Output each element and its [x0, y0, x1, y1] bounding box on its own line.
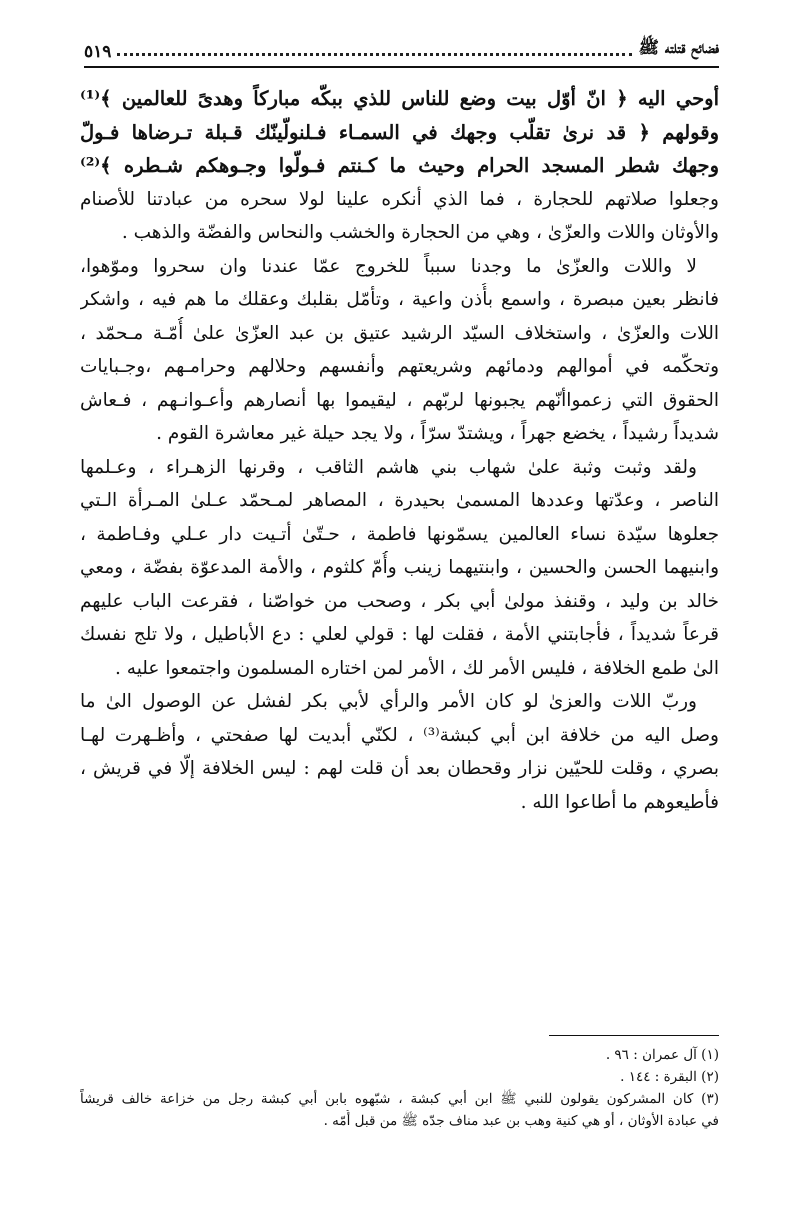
text-line: الحقوق التي زعمواأنّهم يجبونها لربّهم ، ليقيموا بها أنصارهم وأعـوانـهم ، فـعاش	[80, 389, 719, 411]
text-line: فانظر بعين مبصرة ، واسمع بأُذن واعية ، وتأمّل بقلبك وعقلك ما هم فيه ، واشكر	[80, 289, 719, 310]
text-line: وابنيهما الحسن والحسين ، وابنتيهما زينب وأُمّ كلثوم ، والأمة المدعوّة بفضّة ، ومعي	[80, 557, 719, 578]
text-line: وربّ اللات والعزىٰ لو كان الأمر والرأي لأبي بكر لفشل عن الوصول الىٰ ما	[80, 691, 697, 712]
footnote: (١) آل عمران : ٩٦ .	[605, 1047, 719, 1063]
text-line: لا واللات والعزّىٰ ما وجدنا سبباً للخروج عمّا عندنا وان سحروا وموّهوا،	[80, 255, 697, 277]
text-line: ولقد وثبت وثبة علىٰ شهاب بني هاشم الثاقب ، وقرنها الزهـراء ، وعـلمها	[80, 456, 697, 478]
text-line: الىٰ طمع الخلافة ، فليس الأمر لك ، الأمر لمن اختاره المسلمون واجتمعوا عليه .	[115, 657, 719, 679]
text-line: وجهك شطر المسجد الحرام وحيث ما كـنتم فـولّوا وجـوهكم شـطره ﴾⁽²⁾	[80, 154, 719, 177]
text-line: فأطيعوهم ما أطاعوا الله .	[520, 791, 719, 813]
body-text	[80, 82, 719, 819]
header-leader-dots	[117, 45, 632, 56]
text-line: أوحي اليه ﴿ انّ أوّل بيت وضع للناس للذي ببكّه مباركاً وهدىً للعالمين ﴾⁽¹⁾	[80, 87, 719, 110]
header-title: فضائح قتلته ﷺ	[638, 38, 719, 58]
text-line: جعلوها سيّدة نساء العالمين يسمّونها فاطمة ، حـتّىٰ أتـيت دار عـلي وفـاطمة ،	[80, 523, 719, 545]
running-header	[84, 30, 719, 68]
text-line: وصل اليه من خلافة ابن أبي كبشة⁽³⁾ ، لكنّي أبديت لها صفحتي ، وأظـهرت لهـا	[80, 724, 719, 746]
text-line: وجعلوا صلاتهم للحجارة ، فما الذي أنكره علينا لولا سحره من عبادتنا للأصنام	[80, 188, 719, 210]
page-number: ٥١٩	[84, 42, 112, 62]
text-line: اللات والعزّىٰ ، واستخلاف السيّد الرشيد عتيق بن عبد العزّىٰ علىٰ أُمّـة مـحمّد ،	[80, 322, 719, 344]
text-line: الناصر ، وعدّتها وعددها المسمىٰ بحيدرة ، المصاهر لمـحمّد عـلىٰ المـرأة الـتي	[80, 490, 719, 511]
text-line: قرعاً شديداً ، فأجابتني الأمة ، فقلت لها : قولي لعلي : دع الأباطيل ، ولا تلج نفسك	[80, 624, 719, 645]
text-line: وقولهم ﴿ قد نرىٰ تقلّب وجهك في السمـاء فـلنولّينّك قـبلة تـرضاها فـولّ	[80, 120, 719, 144]
text-line: خالد بن وليد ، وقنفذ مولىٰ أبي بكر ، وصحب من خواصّنا ، فقرعت الباب عليهم	[80, 590, 719, 612]
footnote: (٢) البقرة : ١٤٤ .	[620, 1069, 719, 1085]
text-line: وتحكّمه في أموالهم ودمائهم وشريعتهم وأنفسهم وحلالهم وحرامـهم ،وجـبايات	[80, 356, 719, 377]
text-line: والأوثان واللات والعزّىٰ ، وهي من الحجارة والخشب والنحاس والفضّة والذهب .	[121, 222, 719, 243]
footnote: في عبادة الأوثان ، أو هي كنية وهب بن عبد مناف جدّه ﷺ من قبل أُمّه .	[323, 1113, 719, 1129]
footnote: (٣) كان المشركون يقولون للنبي ﷺ ابن أبي كبشة ، شبّهوه بابن أبي كبشة رجل من خزاعة خالف قريشاً	[80, 1091, 719, 1107]
footnote-separator	[549, 1035, 719, 1036]
text-line: بصري ، وقلت للحيّين نزار وقحطان بعد أن قلت لهم : ليس الخلافة إلّا في قريش ،	[80, 758, 719, 779]
text-line: شديداً رشيداً ، يخضع جهراً ، ويشتدّ سرّاً ، ولا يجد حيلة غير معاشرة القوم .	[156, 423, 719, 444]
footnotes	[80, 1044, 719, 1132]
